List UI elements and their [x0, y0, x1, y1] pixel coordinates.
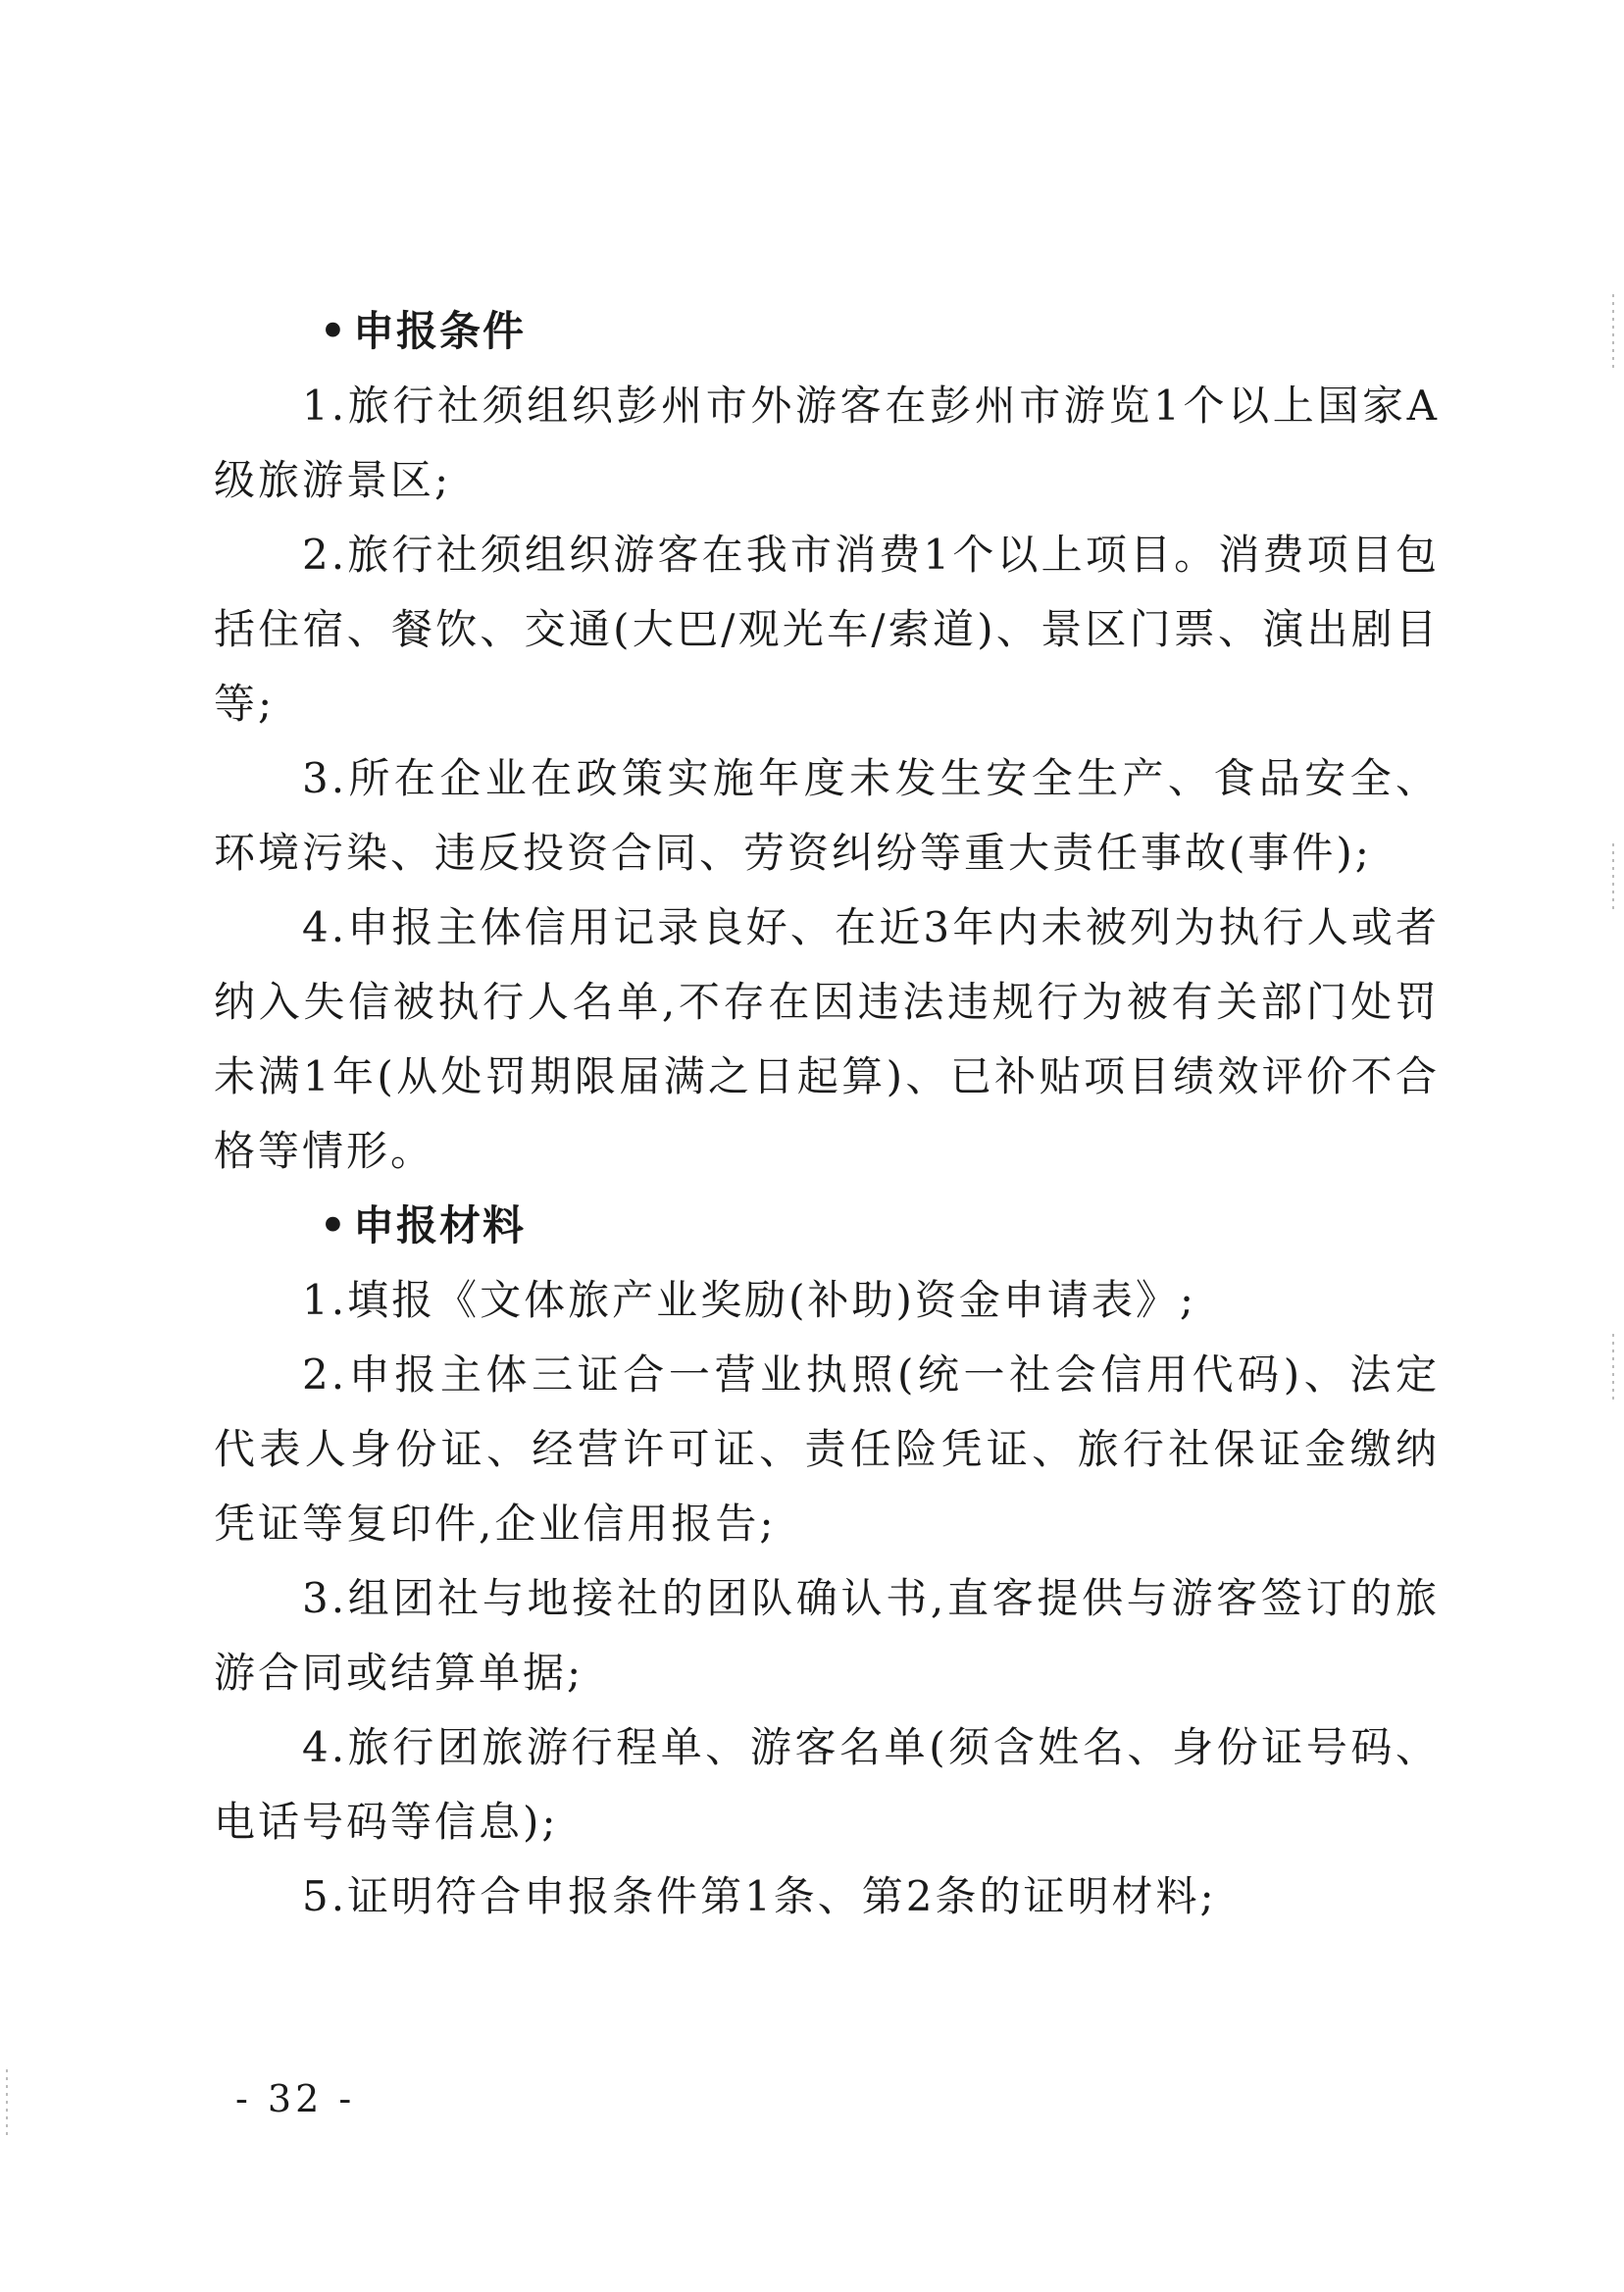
section-application-materials	[214, 1189, 1440, 1934]
bullet-icon: •	[320, 307, 348, 355]
material-item: 4.旅行团旅游行程单、游客名单(须含姓名、身份证号码、电话号码等信息);	[214, 1723, 1440, 1846]
section-application-conditions	[214, 294, 1440, 1189]
scan-edge-mark	[1612, 843, 1614, 912]
material-item: 2.申报主体三证合一营业执照(统一社会信用代码)、法定代表人身份证、经营许可证、责任险凭证、旅行社保证金缴纳凭证等复印件,企业信用报告;	[214, 1350, 1440, 1548]
condition-item: 4.申报主体信用记录良好、在近3年内未被列为执行人或者纳入失信被执行人名单,不存在因违法违规行为被有关部门处罚未满1年(从处罚期限届满之日起算)、已补贴项目绩效评价不合格等情形。	[214, 903, 1440, 1175]
section-title: 申报条件	[353, 307, 527, 355]
condition-item: 2.旅行社须组织游客在我市消费1个以上项目。消费项目包括住宿、餐饮、交通(大巴/观光车/索道)、景区门票、演出剧目等;	[214, 531, 1440, 728]
scan-edge-mark	[1612, 1334, 1614, 1402]
page-number: - 32 -	[235, 2077, 356, 2120]
material-item: 3.组团社与地接社的团队确认书,直客提供与游客签订的旅游合同或结算单据;	[214, 1574, 1440, 1697]
condition-item: 3.所在企业在政策实施年度未发生安全生产、食品安全、环境污染、违反投资合同、劳资纠纷等重大责任事故(事件);	[214, 754, 1440, 877]
condition-item: 1.旅行社须组织彭州市外游客在彭州市游览1个以上国家A级旅游景区;	[214, 382, 1440, 504]
section-heading	[320, 1189, 1440, 1263]
bullet-icon: •	[320, 1201, 348, 1249]
document-body	[214, 294, 1440, 1934]
material-item: 1.填报《文体旅产业奖励(补助)资金申请表》;	[302, 1276, 1196, 1324]
scan-edge-mark	[1612, 294, 1614, 373]
section-heading	[320, 294, 1440, 369]
scan-edge-mark	[6, 2069, 8, 2138]
material-item: 5.证明符合申报条件第1条、第2条的证明材料;	[302, 1872, 1217, 1920]
section-title: 申报材料	[353, 1201, 527, 1249]
